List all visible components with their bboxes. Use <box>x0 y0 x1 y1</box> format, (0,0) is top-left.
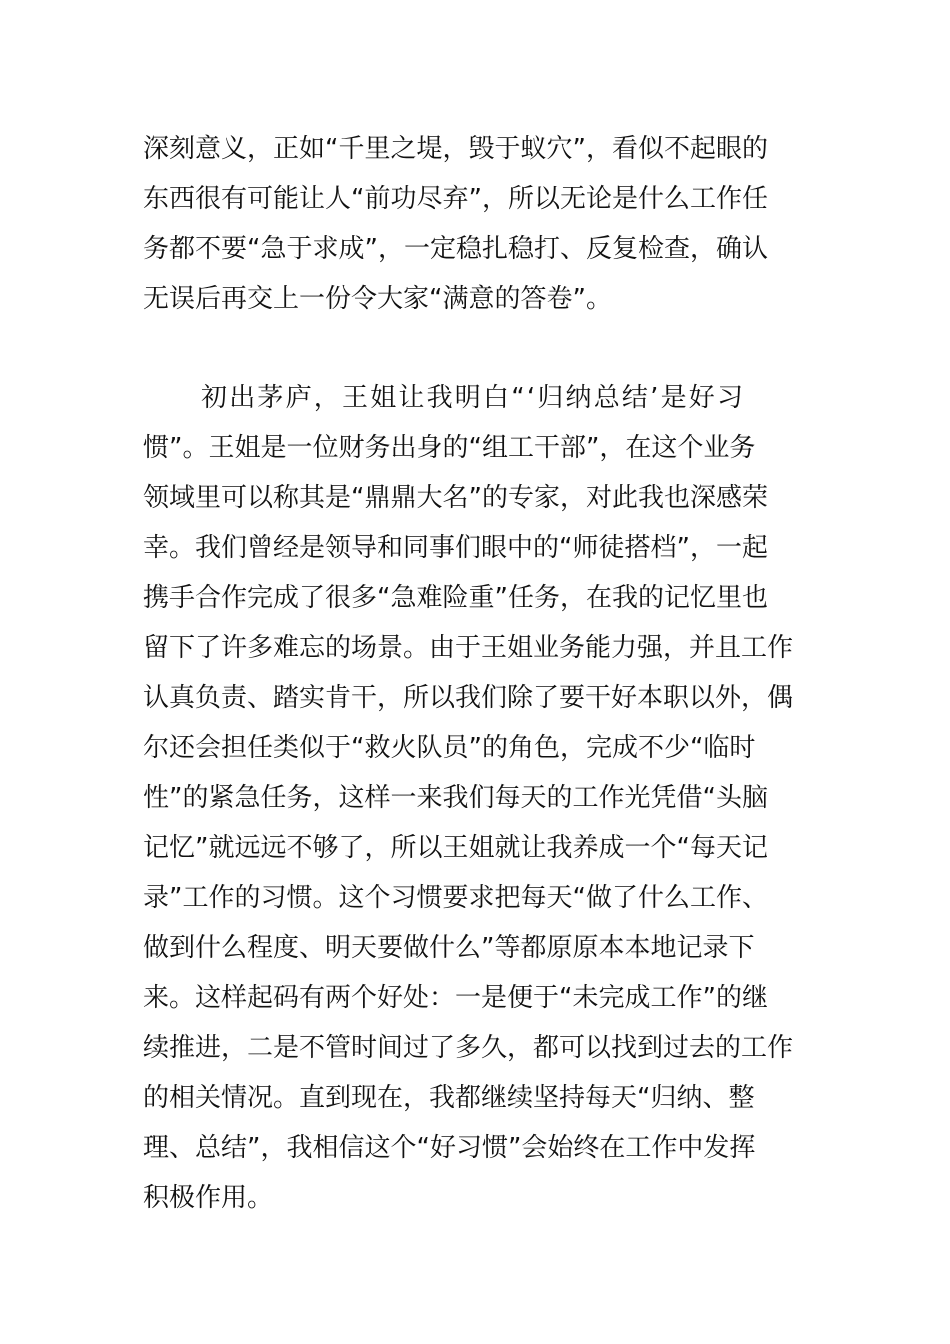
text-line: 认真负责、踏实肯干，所以我们除了要干好本职以外，偶 <box>143 683 794 713</box>
text-line: 录”工作的习惯。这个习惯要求把每天“做了什么工作、 <box>143 883 768 913</box>
paragraph-2 <box>143 373 808 1223</box>
text-line: 来。这样起码有两个好处：一是便于“未完成工作”的继 <box>143 983 768 1013</box>
text-line: 理、总结”，我相信这个“好习惯”会始终在工作中发挥 <box>143 1133 756 1163</box>
text-line: 性”的紧急任务，这样一来我们每天的工作光凭借“头脑 <box>143 783 768 813</box>
text-line: 尔还会担任类似于“救火队员”的角色，完成不少“临时 <box>143 733 756 763</box>
text-line: 无误后再交上一份令大家“满意的答卷”。 <box>143 284 612 314</box>
text-line: 务都不要“急于求成”，一定稳扎稳打、反复检查，确认 <box>143 234 768 264</box>
text-line: 记忆”就远远不够了，所以王姐就让我养成一个“每天记 <box>143 833 768 863</box>
text-line: 东西很有可能让人“前功尽弃”，所以无论是什么工作任 <box>143 184 768 214</box>
text-line: 的相关情况。直到现在，我都继续坚持每天“归纳、整 <box>143 1083 755 1113</box>
text-line: 领域里可以称其是“鼎鼎大名”的专家，对此我也深感荣 <box>143 483 768 513</box>
text-line: 惯”。王姐是一位财务出身的“组工干部”，在这个业务 <box>143 433 756 463</box>
text-line: 续推进，二是不管时间过了多久，都可以找到过去的工作 <box>143 1033 794 1063</box>
text-line: 携手合作完成了很多“急难险重”任务，在我的记忆里也 <box>143 583 768 613</box>
text-line: 积极作用。 <box>143 1183 274 1213</box>
text-line: 初出茅庐，王姐让我明白“‘归纳总结’是好习 <box>201 383 746 413</box>
text-line: 幸。我们曾经是领导和同事们眼中的“师徒搭档”，一起 <box>143 533 768 563</box>
paragraph-1 <box>143 124 808 324</box>
text-line: 做到什么程度、明天要做什么”等都原原本本地记录下 <box>143 933 755 963</box>
text-line: 留下了许多难忘的场景。由于王姐业务能力强，并且工作 <box>143 633 794 663</box>
text-line: 深刻意义，正如“千里之堤，毁于蚁穴”，看似不起眼的 <box>143 134 768 164</box>
